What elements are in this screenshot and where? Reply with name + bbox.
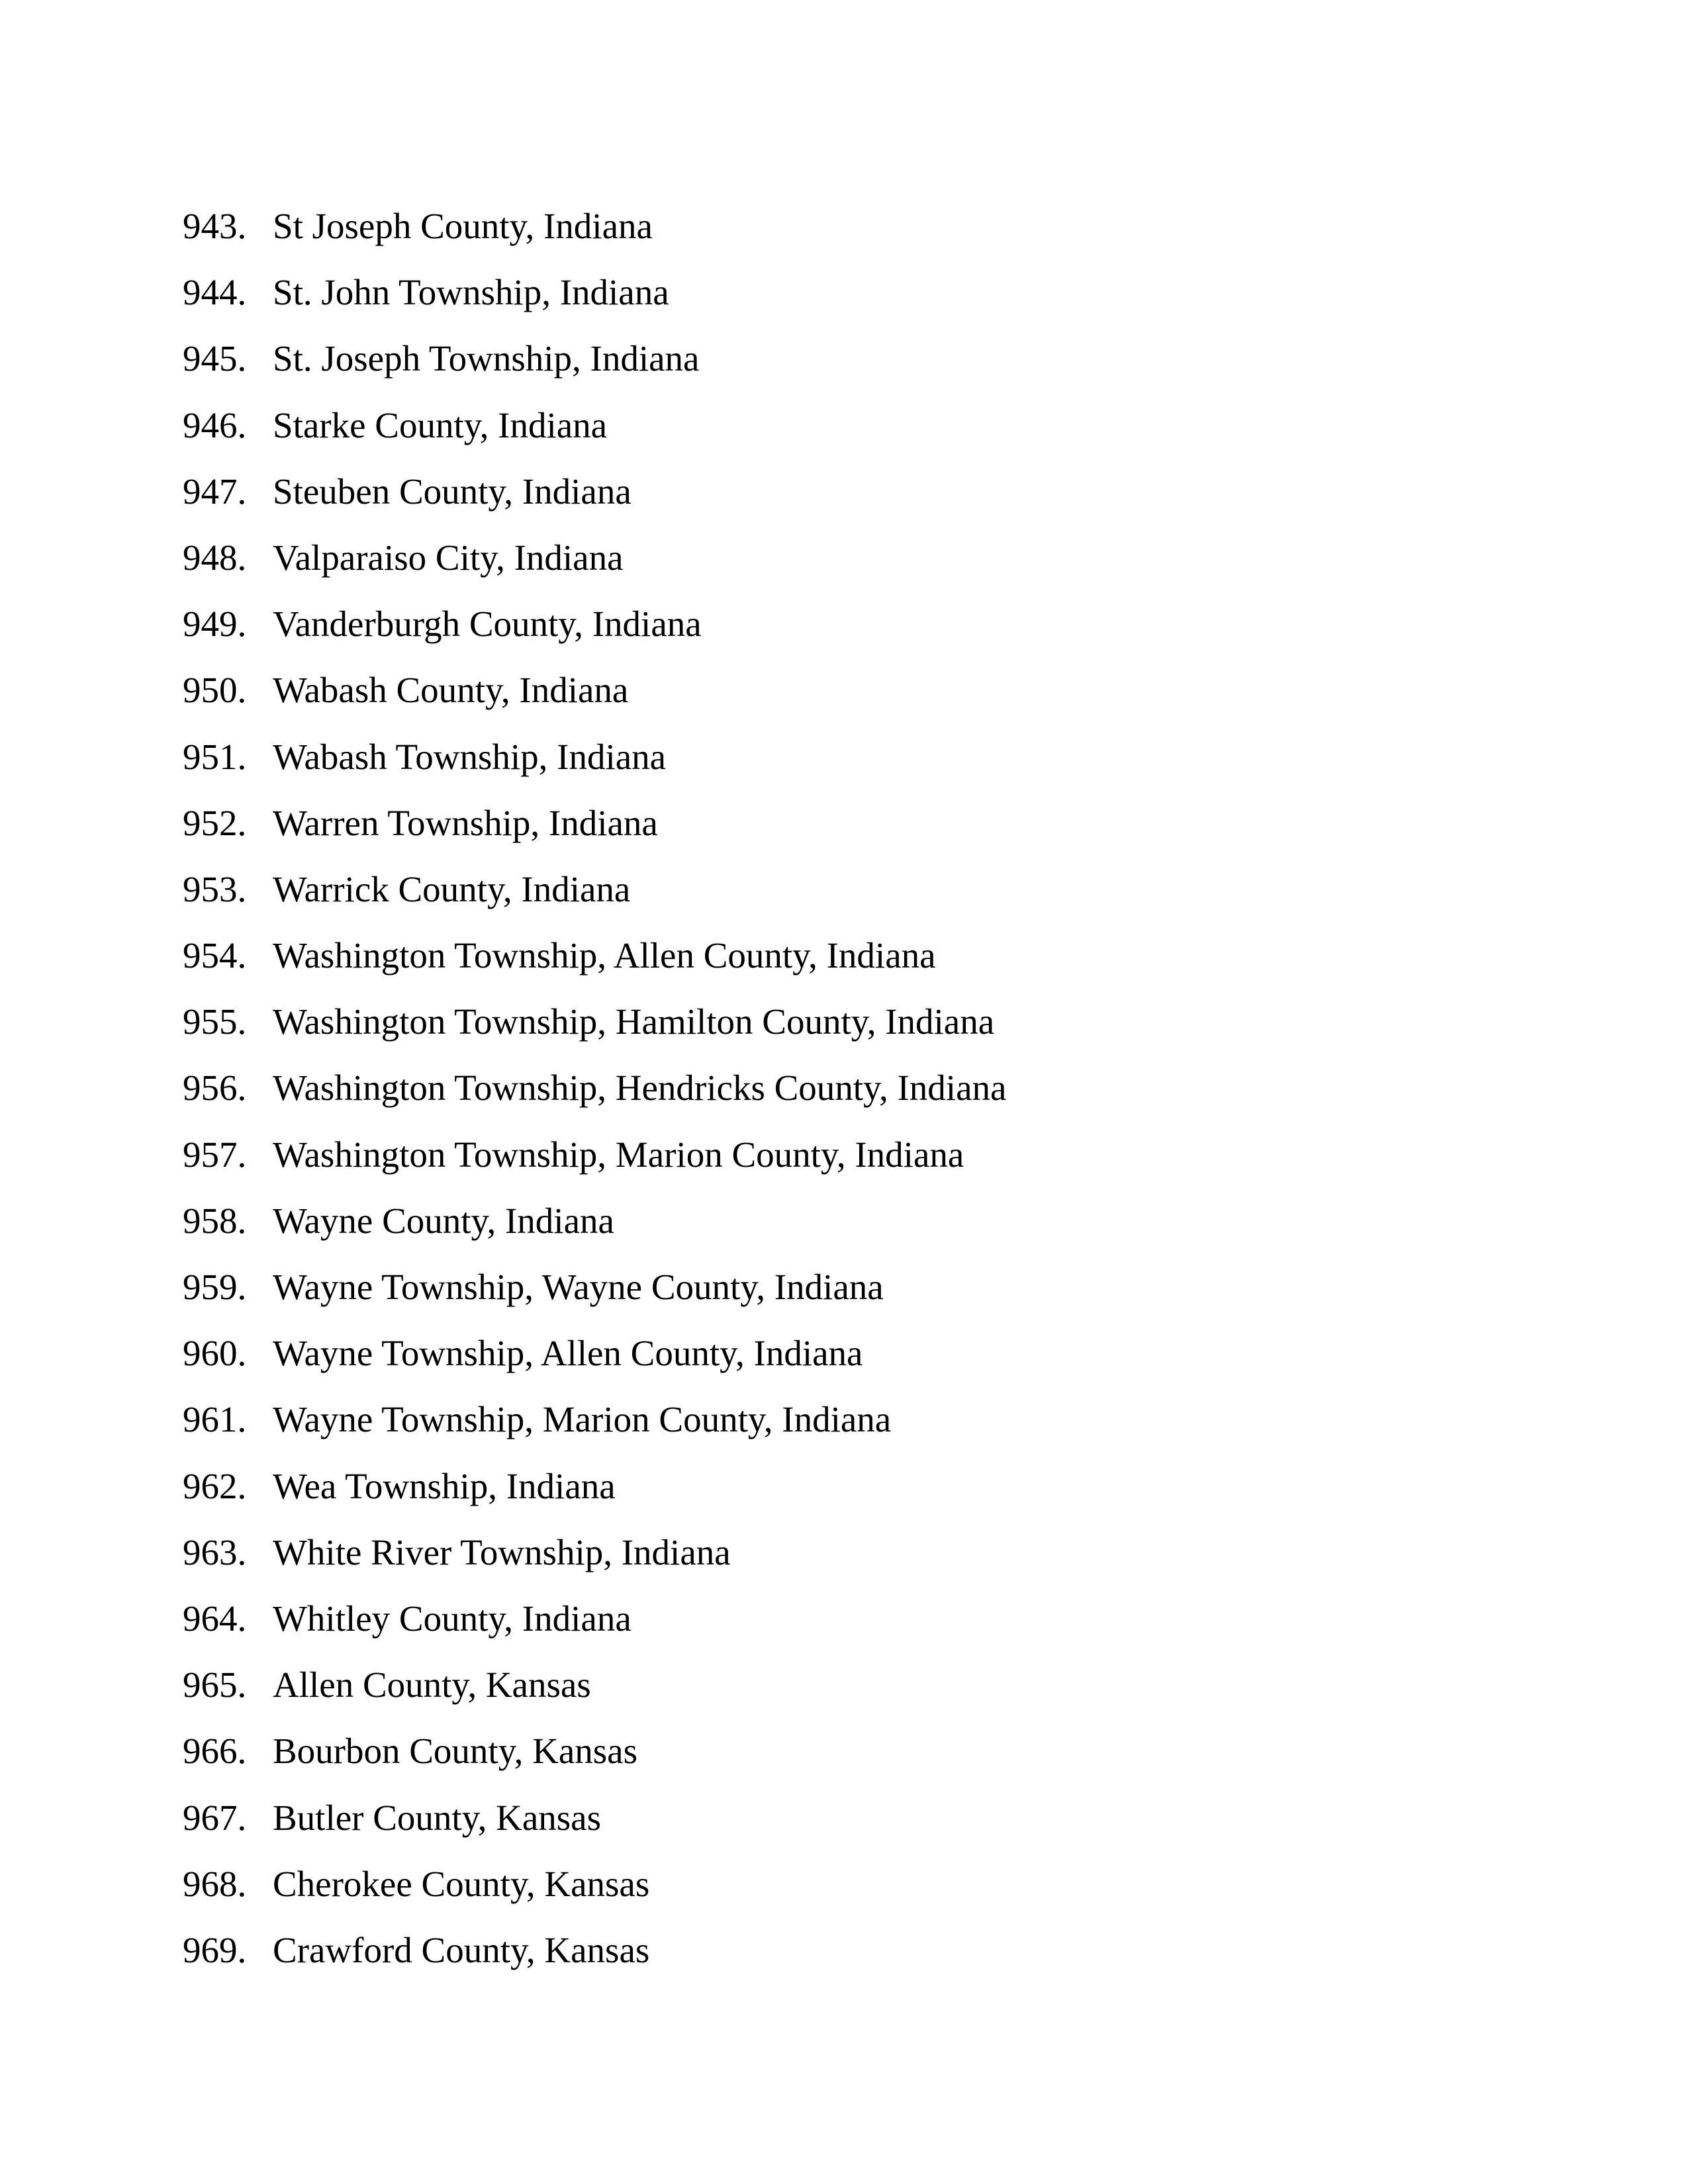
- list-item-text: Valparaiso City, Indiana: [273, 537, 624, 578]
- list-item-text: Whitley County, Indiana: [273, 1598, 632, 1639]
- list-item-text: Washington Township, Hamilton County, Indiana: [273, 1001, 995, 1042]
- list-item-number: 951.: [183, 736, 247, 777]
- list-item: [183, 1387, 1006, 1453]
- list-item: [183, 856, 1006, 923]
- list-item: [183, 591, 1006, 657]
- list-item: [183, 1851, 1006, 1917]
- list-item-text: Wayne Township, Allen County, Indiana: [273, 1333, 863, 1374]
- list-item-number: 949.: [183, 604, 247, 645]
- list-item-number: 957.: [183, 1134, 247, 1175]
- list-item: [183, 790, 1006, 856]
- list-item-text: St. John Township, Indiana: [273, 272, 669, 313]
- list-item: [183, 259, 1006, 326]
- list-item-number: 947.: [183, 471, 247, 512]
- list-item-text: Wabash Township, Indiana: [273, 736, 667, 777]
- list-item-text: Wayne County, Indiana: [273, 1200, 614, 1241]
- list-item: [183, 1254, 1006, 1320]
- list-item: [183, 724, 1006, 790]
- list-item: [183, 1188, 1006, 1254]
- list-item-text: Washington Township, Allen County, Indiana: [273, 935, 936, 976]
- list-item-number: 958.: [183, 1200, 247, 1241]
- list-item-number: 956.: [183, 1068, 247, 1109]
- list-item-number: 965.: [183, 1664, 247, 1706]
- list-item-number: 953.: [183, 868, 247, 909]
- list-item-text: Wayne Township, Wayne County, Indiana: [273, 1267, 884, 1307]
- numbered-list: [183, 193, 1006, 1983]
- list-item: [183, 326, 1006, 392]
- list-item-number: 946.: [183, 404, 247, 445]
- list-item-number: 959.: [183, 1267, 247, 1307]
- list-item-number: 954.: [183, 935, 247, 976]
- list-item-text: Steuben County, Indiana: [273, 471, 632, 512]
- list-item-text: Butler County, Kansas: [273, 1797, 601, 1838]
- list-item-number: 955.: [183, 1001, 247, 1042]
- list-item-text: Wabash County, Indiana: [273, 670, 629, 711]
- list-item-text: Wea Township, Indiana: [273, 1465, 616, 1506]
- list-item-text: Starke County, Indiana: [273, 404, 608, 445]
- list-item: [183, 1652, 1006, 1718]
- list-item-number: 964.: [183, 1598, 247, 1639]
- list-item: [183, 1453, 1006, 1520]
- list-item-number: 969.: [183, 1929, 247, 1970]
- list-item-number: 952.: [183, 802, 247, 843]
- list-item-text: St. Joseph Township, Indiana: [273, 338, 700, 379]
- list-item: [183, 923, 1006, 989]
- list-item: [183, 525, 1006, 591]
- list-item-number: 963.: [183, 1531, 247, 1572]
- list-item: [183, 193, 1006, 259]
- list-item-text: White River Township, Indiana: [273, 1531, 731, 1572]
- list-item: [183, 459, 1006, 525]
- list-item-number: 944.: [183, 272, 247, 313]
- list-item-text: Vanderburgh County, Indiana: [273, 604, 702, 645]
- list-item-number: 967.: [183, 1797, 247, 1838]
- list-item-number: 962.: [183, 1465, 247, 1506]
- list-item: [183, 1718, 1006, 1784]
- list-item-text: Washington Township, Hendricks County, Indiana: [273, 1068, 1007, 1109]
- list-item-text: Crawford County, Kansas: [273, 1929, 650, 1970]
- list-item: [183, 1785, 1006, 1851]
- list-item: [183, 989, 1006, 1055]
- list-item: [183, 657, 1006, 723]
- list-item-number: 966.: [183, 1731, 247, 1772]
- list-item-text: Washington Township, Marion County, Indiana: [273, 1134, 964, 1175]
- list-item: [183, 1320, 1006, 1387]
- list-item-number: 968.: [183, 1863, 247, 1904]
- list-item: [183, 392, 1006, 459]
- list-item-text: Cherokee County, Kansas: [273, 1863, 650, 1904]
- list-item-text: St Joseph County, Indiana: [273, 206, 653, 246]
- list-item-number: 960.: [183, 1333, 247, 1374]
- list-item-number: 950.: [183, 670, 247, 711]
- list-item: [183, 1122, 1006, 1188]
- list-item-text: Warrick County, Indiana: [273, 868, 631, 909]
- list-item-text: Warren Township, Indiana: [273, 802, 658, 843]
- list-item-text: Allen County, Kansas: [273, 1664, 591, 1706]
- list-item: [183, 1586, 1006, 1652]
- list-item: [183, 1055, 1006, 1121]
- list-item-number: 943.: [183, 206, 247, 246]
- list-item-text: Bourbon County, Kansas: [273, 1731, 637, 1772]
- list-item-number: 945.: [183, 338, 247, 379]
- list-item-text: Wayne Township, Marion County, Indiana: [273, 1399, 892, 1440]
- list-item: [183, 1520, 1006, 1586]
- list-item: [183, 1917, 1006, 1983]
- list-item-number: 948.: [183, 537, 247, 578]
- list-item-number: 961.: [183, 1399, 247, 1440]
